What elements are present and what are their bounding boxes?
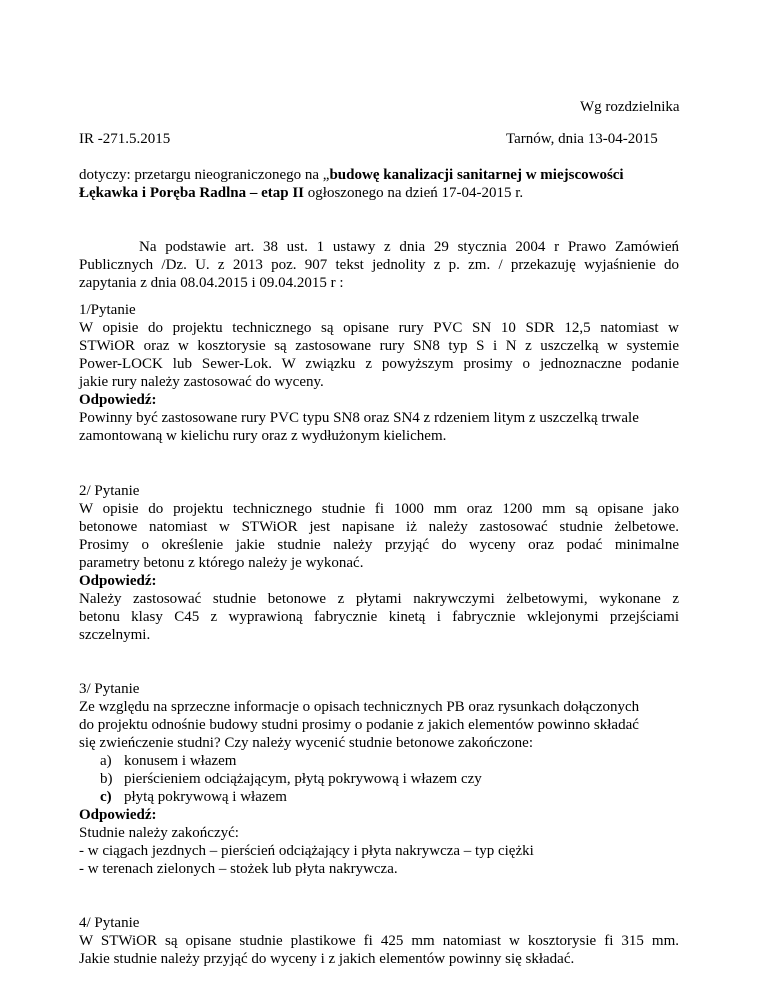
intro-line-3: zapytania z dnia 08.04.2015 i 09.04.2015 r : bbox=[79, 275, 344, 291]
q2-heading: 2/ Pytanie bbox=[79, 483, 140, 499]
q2-line: parametry betonu z którego należy je wykonać. bbox=[79, 555, 364, 571]
intro-line-1: Na podstawie art. 38 ust. 1 ustawy z dnia 29 stycznia 2004 r Prawo Zamówień bbox=[139, 239, 679, 255]
intro-line-2: Publicznych /Dz. U. z 2013 poz. 907 tekst jednolity z p. zm. / przekazuję wyjaśnienie do bbox=[79, 257, 679, 273]
q4-line: W STWiOR są opisane studnie plastikowe fi 425 mm natomiast w kosztorysie fi 315 mm. bbox=[79, 933, 679, 949]
q3-option-text: pierścieniem odciążającym, płytą pokrywową i włazem czy bbox=[124, 771, 482, 787]
q1-line: W opisie do projektu technicznego są opisane rury PVC SN 10 SDR 12,5 natomiast w bbox=[79, 320, 679, 336]
q3-line: do projektu odnośnie budowy studni prosimy o podanie z jakich elementów powinno składać bbox=[79, 717, 639, 733]
q4-line: Jakie studnie należy przyjąć do wyceny i z jakich elementów powinny się składać. bbox=[79, 951, 575, 967]
q1-answer-line: Powinny być zastosowane rury PVC typu SN8 oraz SN4 z rdzeniem litym z uszczelką trwale bbox=[79, 410, 639, 426]
q3-option-letter: a) bbox=[100, 753, 112, 769]
subject-title-1: budowę kanalizacji sanitarnej w miejscowości bbox=[329, 167, 624, 183]
place-date: Tarnów, dnia 13-04-2015 bbox=[506, 131, 658, 147]
q3-option-letter: c) bbox=[100, 789, 112, 805]
subject-title-2: Łękawka i Poręba Radlna – etap II bbox=[79, 185, 305, 201]
q2-line: Prosimy o określenie jakie studnie należy przyjąć do wyceny oraz podać minimalne bbox=[79, 537, 679, 553]
q3-answer-line: - w terenach zielonych – stożek lub płyta nakrywcza. bbox=[79, 861, 398, 877]
q3-heading: 3/ Pytanie bbox=[79, 681, 140, 697]
q2-answer-line: szczelnymi. bbox=[79, 627, 151, 643]
q2-answer-label: Odpowiedź: bbox=[79, 573, 157, 589]
q2-answer-line: betonu klasy C45 z wyprawioną fabrycznie kinetą i fabrycznie wklejonymi przejściami bbox=[79, 609, 679, 625]
q2-answer-line: Należy zastosować studnie betonowe z płytami nakrywczymi żelbetowymi, wykonane z bbox=[79, 591, 679, 607]
q3-option-text: konusem i włazem bbox=[124, 753, 237, 769]
subject-prefix: dotyczy: przetargu nieograniczonego na „ bbox=[79, 167, 330, 183]
subject-suffix: ogłoszonego na dzień 17-04-2015 r. bbox=[304, 185, 524, 201]
q3-option-text: płytą pokrywową i włazem bbox=[124, 789, 287, 805]
q1-heading: 1/Pytanie bbox=[79, 302, 136, 318]
subject-line-2 bbox=[79, 184, 523, 202]
q4-heading: 4/ Pytanie bbox=[79, 915, 140, 931]
q3-answer-line: Studnie należy zakończyć: bbox=[79, 825, 239, 841]
q3-answer-label: Odpowiedź: bbox=[79, 807, 157, 823]
q3-answer-line: - w ciągach jezdnych – pierścień odciążający i płyta nakrywcza – typ ciężki bbox=[79, 843, 534, 859]
q1-answer-label: Odpowiedź: bbox=[79, 392, 157, 408]
q2-line: W opisie do projektu technicznego studnie fi 1000 mm oraz 1200 mm są opisane jako bbox=[79, 501, 679, 517]
q3-line: Ze względu na sprzeczne informacje o opisach technicznych PB oraz rysunkach dołączonych bbox=[79, 699, 640, 715]
q1-answer-line: zamontowaną w kielichu rury oraz z wydłużonym kielichem. bbox=[79, 428, 447, 444]
q3-line: się zwieńczenie studni? Czy należy wycenić studnie betonowe zakończone: bbox=[79, 735, 533, 751]
subject-line-1 bbox=[79, 166, 624, 184]
q3-option-letter: b) bbox=[100, 771, 113, 787]
q2-line: betonowe natomiast w STWiOR jest napisane iż należy zastosować studnie żelbetowe. bbox=[79, 519, 679, 535]
distribution-note: Wg rozdzielnika bbox=[580, 99, 680, 115]
q1-line: jakie rury należy zastosować do wyceny. bbox=[79, 374, 324, 390]
q1-line: STWiOR oraz w kosztorysie są zastosowane rury SN8 typ S i N z uszczelką w systemie bbox=[79, 338, 679, 354]
q1-line: Power-LOCK lub Sewer-Lok. W związku z powyższym prosimy o jednoznaczne podanie bbox=[79, 356, 679, 372]
reference-number: IR -271.5.2015 bbox=[79, 131, 171, 147]
